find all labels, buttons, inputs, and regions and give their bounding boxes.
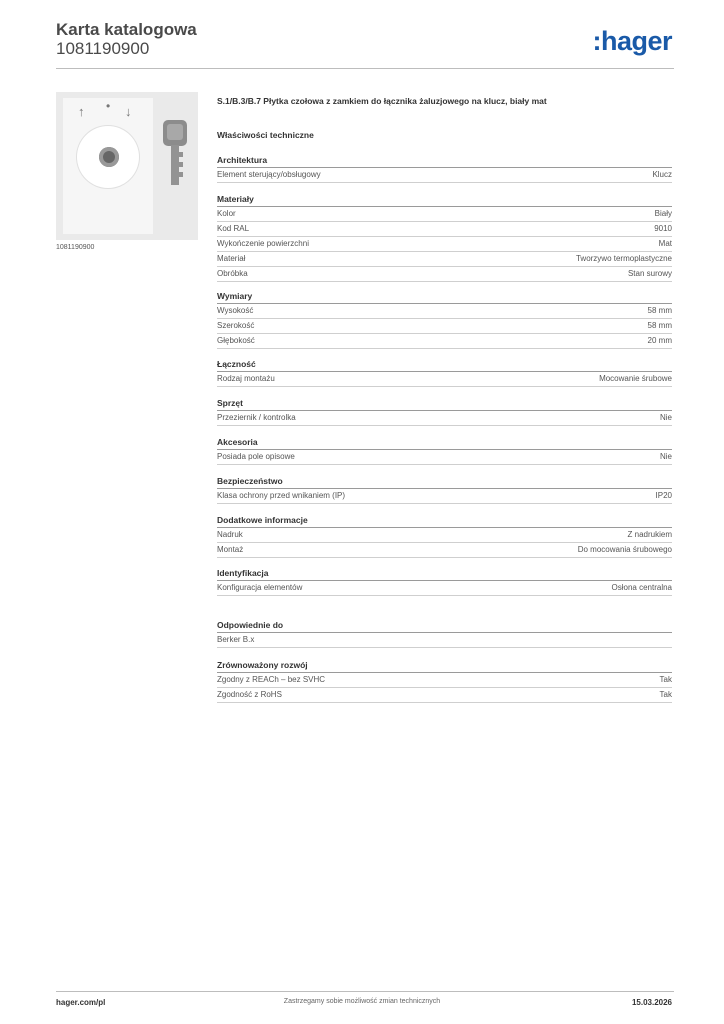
page-header [56, 20, 674, 68]
arrow-down-icon: ↓ [125, 104, 132, 119]
spec-label: Kolor [217, 209, 236, 218]
spec-row [217, 543, 672, 558]
cover-plate [63, 98, 153, 234]
spec-row [217, 304, 672, 319]
spec-label: Zgodność z RoHS [217, 690, 282, 699]
section-heading: Właściwości techniczne [217, 130, 314, 140]
product-code: 1081190900 [56, 39, 150, 58]
spec-label: Szerokość [217, 321, 255, 330]
footer-divider [56, 991, 674, 992]
spec-group-title: Zrównoważony rozwój [217, 659, 672, 673]
center-dot-icon: • [106, 99, 111, 113]
spec-label: Materiał [217, 254, 246, 263]
spec-label: Rodzaj montażu [217, 374, 275, 383]
key-icon [160, 118, 190, 188]
spec-group-title: Identyfikacja [217, 567, 672, 581]
spec-label: Kod RAL [217, 224, 250, 233]
spec-group-lacznosc [217, 358, 672, 387]
spec-value: Stan surowy [627, 269, 672, 278]
spec-row [217, 528, 672, 543]
footer-date: 15.03.2026 [631, 998, 672, 1007]
spec-value: Osłona centralna [611, 583, 672, 592]
spec-row [217, 581, 672, 596]
spec-value: Mocowanie śrubowe [599, 374, 672, 383]
spec-value: Z nadrukiem [627, 530, 672, 539]
spec-value: 58 mm [647, 306, 672, 315]
spec-row [217, 334, 672, 349]
footer-website-link[interactable]: hager.com/pl [56, 998, 106, 1007]
spec-row [217, 372, 672, 387]
spec-group-title: Architektura [217, 154, 672, 168]
document-title: Karta katalogowa [56, 20, 197, 39]
spec-value: Do mocowania śrubowego [577, 545, 672, 554]
spec-label: Wysokość [217, 306, 254, 315]
spec-value: Tak [659, 690, 672, 699]
spec-group-bezpieczenstwo [217, 475, 672, 504]
spec-row [217, 267, 672, 282]
footer-notice: Zastrzegamy sobie możliwość zmian technicznych [283, 998, 441, 1005]
spec-label: Element sterujący/obsługowy [217, 170, 321, 179]
spec-label: Berker B.x [217, 635, 255, 644]
product-image [56, 92, 198, 240]
spec-label: Posiada pole opisowe [217, 452, 295, 461]
spec-row [217, 207, 672, 222]
spec-label: Przeziernik / kontrolka [217, 413, 296, 422]
image-caption: 1081190900 [56, 244, 95, 251]
spec-label: Konfiguracja elementów [217, 583, 303, 592]
spec-group-title: Dodatkowe informacje [217, 514, 672, 528]
spec-value: Tworzywo termoplastyczne [575, 254, 672, 263]
spec-row [217, 237, 672, 252]
spec-label: Zgodny z REACh – bez SVHC [217, 675, 326, 684]
spec-group-odpowiednie-do [217, 619, 672, 648]
spec-value: Klucz [652, 170, 672, 179]
spec-group-akcesoria [217, 436, 672, 465]
spec-value: Tak [659, 675, 672, 684]
spec-row [217, 222, 672, 237]
spec-label: Obróbka [217, 269, 248, 278]
spec-group-dodatkowe-informacje [217, 514, 672, 558]
key-switch-knob [77, 126, 139, 188]
spec-group-wymiary [217, 290, 672, 349]
spec-group-title: Sprzęt [217, 397, 672, 411]
header-divider [56, 68, 674, 69]
spec-group-title: Materiały [217, 193, 672, 207]
spec-row [217, 168, 672, 183]
hager-logo[interactable]: :hager [592, 26, 672, 56]
spec-group-sprzet [217, 397, 672, 426]
spec-row [217, 673, 672, 688]
spec-row [217, 450, 672, 465]
spec-value: Biały [654, 209, 672, 218]
spec-group-identyfikacja [217, 567, 672, 596]
spec-group-zrownowazony-rozwoj [217, 659, 672, 703]
arrow-up-icon: ↑ [78, 104, 85, 119]
spec-group-title: Odpowiednie do [217, 619, 672, 633]
spec-group-title: Akcesoria [217, 436, 672, 450]
spec-group-title: Wymiary [217, 290, 672, 304]
spec-value: 58 mm [647, 321, 672, 330]
spec-row [217, 252, 672, 267]
spec-value: Nie [659, 452, 672, 461]
spec-row [217, 688, 672, 703]
spec-value: Nie [659, 413, 672, 422]
spec-row [217, 633, 672, 648]
spec-row [217, 319, 672, 334]
spec-row [217, 489, 672, 504]
product-title: S.1/B.3/B.7 Płytka czołowa z zamkiem do łącznika żaluzjowego na klucz, biały mat [217, 96, 547, 106]
spec-group-architektura [217, 154, 672, 183]
spec-value: Mat [658, 239, 672, 248]
spec-label: Wykończenie powierzchni [217, 239, 309, 248]
spec-group-materialy [217, 193, 672, 282]
spec-value: 20 mm [647, 336, 672, 345]
spec-label: Głębokość [217, 336, 255, 345]
spec-label: Nadruk [217, 530, 243, 539]
spec-group-title: Bezpieczeństwo [217, 475, 672, 489]
spec-row [217, 411, 672, 426]
spec-label: Montaż [217, 545, 244, 554]
spec-label: Klasa ochrony przed wnikaniem (IP) [217, 491, 346, 500]
lock-cylinder-icon [99, 147, 119, 167]
spec-group-title: Łączność [217, 358, 672, 372]
spec-value: IP20 [655, 491, 672, 500]
spec-value: 9010 [654, 224, 672, 233]
